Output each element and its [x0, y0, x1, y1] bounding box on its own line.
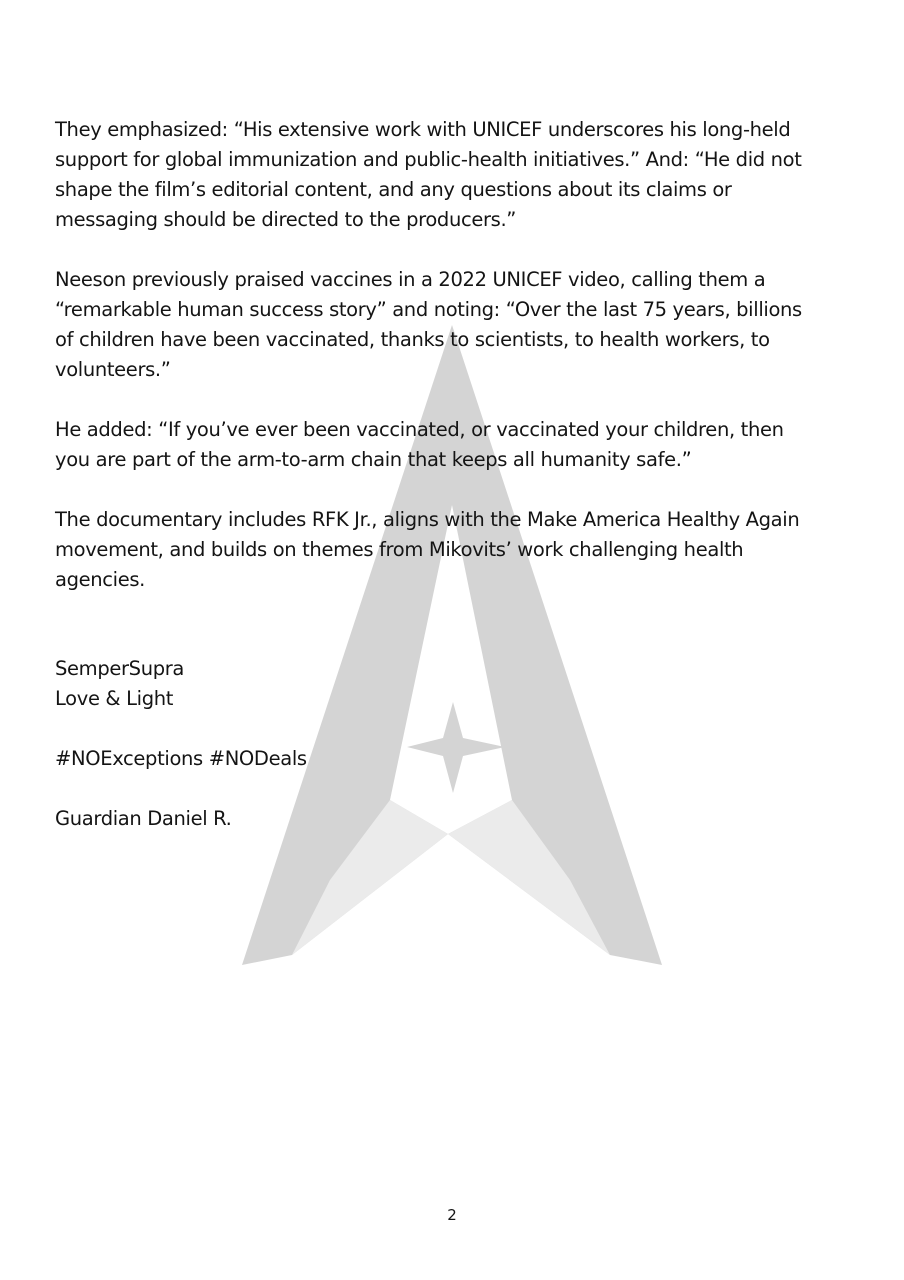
signature: Guardian Daniel R. [55, 807, 232, 830]
paragraph-statement: They emphasized: “His extensive work with UNICEF underscores his long-held support for global immunization and public-health initiatives.” And: “He did not shape the film’s editorial content, and any questions about its claims or messaging should be directed to the producers.” [55, 118, 802, 231]
document-body [55, 115, 855, 834]
page-number: 2 [447, 1206, 457, 1224]
signoff-line-2: Love & Light [55, 687, 174, 710]
paragraph-neeson-video: Neeson previously praised vaccines in a 2022 UNICEF video, calling them a “remarkable human success story” and noting: “Over the last 75 years, billions of children have been vaccinated, thanks to scientists, to health workers, to volunteers.” [55, 268, 802, 381]
signoff-line-1: SemperSupra [55, 657, 184, 680]
paragraph-quote: He added: “If you’ve ever been vaccinated, or vaccinated your children, then you are part of the arm-to-arm chain that keeps all humanity safe.” [55, 418, 784, 471]
paragraph-documentary: The documentary includes RFK Jr., aligns with the Make America Healthy Again movement, and builds on themes from Mikovits’ work challenging health agencies. [55, 508, 800, 591]
hashtags: #NOExceptions #NODeals [55, 747, 307, 770]
